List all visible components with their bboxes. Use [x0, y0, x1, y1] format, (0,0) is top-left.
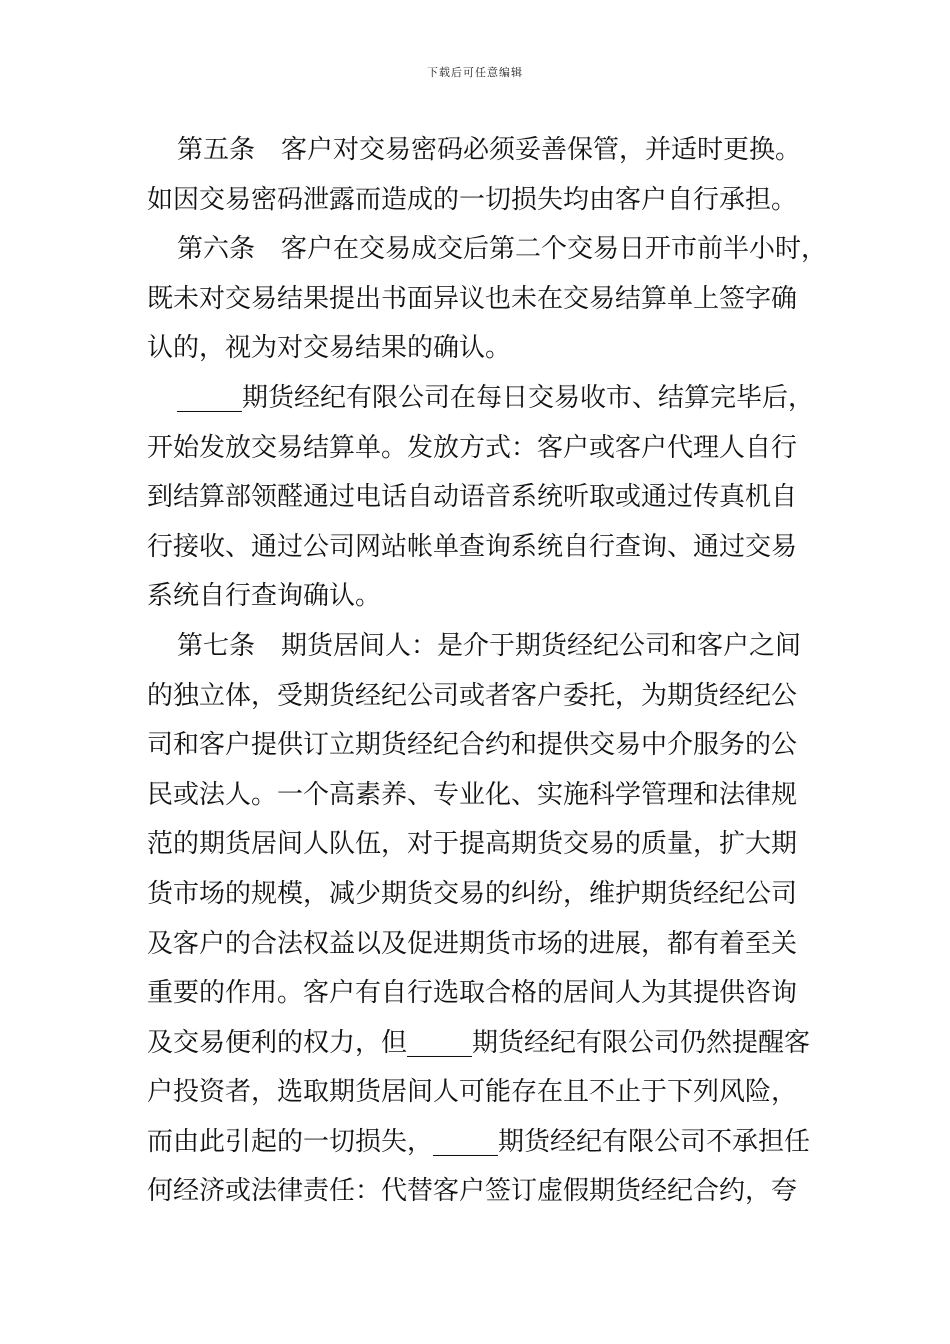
text-line: 民或法人。一个高素养、专业化、实施科学管理和法律规: [147, 779, 798, 810]
text-line: 到结算部领醛通过电话自动语音系统听取或通过传真机自: [147, 482, 798, 513]
text-line: 户投资者，选取期货居间人可能存在且不止于下列风险，: [147, 1077, 798, 1108]
text-line: 何经济或法律责任：代替客户签订虚假期货经纪合约，夸: [147, 1176, 798, 1207]
text-line: 第七条 期货居间人：是介于期货经纪公司和客户之间: [177, 630, 802, 661]
text-line: 司和客户提供订立期货经纪合约和提供交易中介服务的公: [147, 730, 798, 761]
text-line: 第五条 客户对交易密码必须妥善保管，并适时更换。: [177, 135, 802, 165]
text-line: 的独立体，受期货经纪公司或者客户委托，为期货经纪公: [147, 680, 798, 711]
text-line: 及客户的合法权益以及促进期货市场的进展，都有着至关: [147, 928, 798, 959]
document-body: [147, 126, 828, 1217]
text-line: 既未对交易结果提出书面异议也未在交易结算单上签字确: [147, 283, 798, 314]
text-line: 如因交易密码泄露而造成的一切损失均由客户自行承担。: [147, 184, 798, 215]
text-line: 行接收、通过公司网站帐单查询系统自行查询、通过交易: [147, 531, 798, 562]
text-line: _____期货经纪有限公司在每日交易收市、结算完毕后，: [177, 382, 815, 413]
text-line: 及交易便利的权力，但_____期货经纪有限公司仍然提醒客: [147, 1027, 811, 1058]
text-line: 第六条 客户在交易成交后第二个交易日开市前半小时，: [177, 234, 828, 265]
text-line: 系统自行查询确认。: [147, 581, 382, 612]
text-line: 重要的作用。客户有自行选取合格的居间人为其提供咨询: [147, 978, 798, 1009]
text-line: 范的期货居间人队伍，对于提高期货交易的质量，扩大期: [147, 829, 798, 860]
text-line: 认的，视为对交易结果的确认。: [147, 333, 512, 364]
page-header: 下载后可任意编辑: [427, 66, 523, 79]
text-line: 而由此引起的一切损失，_____期货经纪有限公司不承担任: [147, 1126, 811, 1157]
text-line: 开始发放交易结算单。发放方式：客户或客户代理人自行: [147, 432, 798, 463]
text-line: 货市场的规模，减少期货交易的纠纷，维护期货经纪公司: [147, 878, 798, 909]
